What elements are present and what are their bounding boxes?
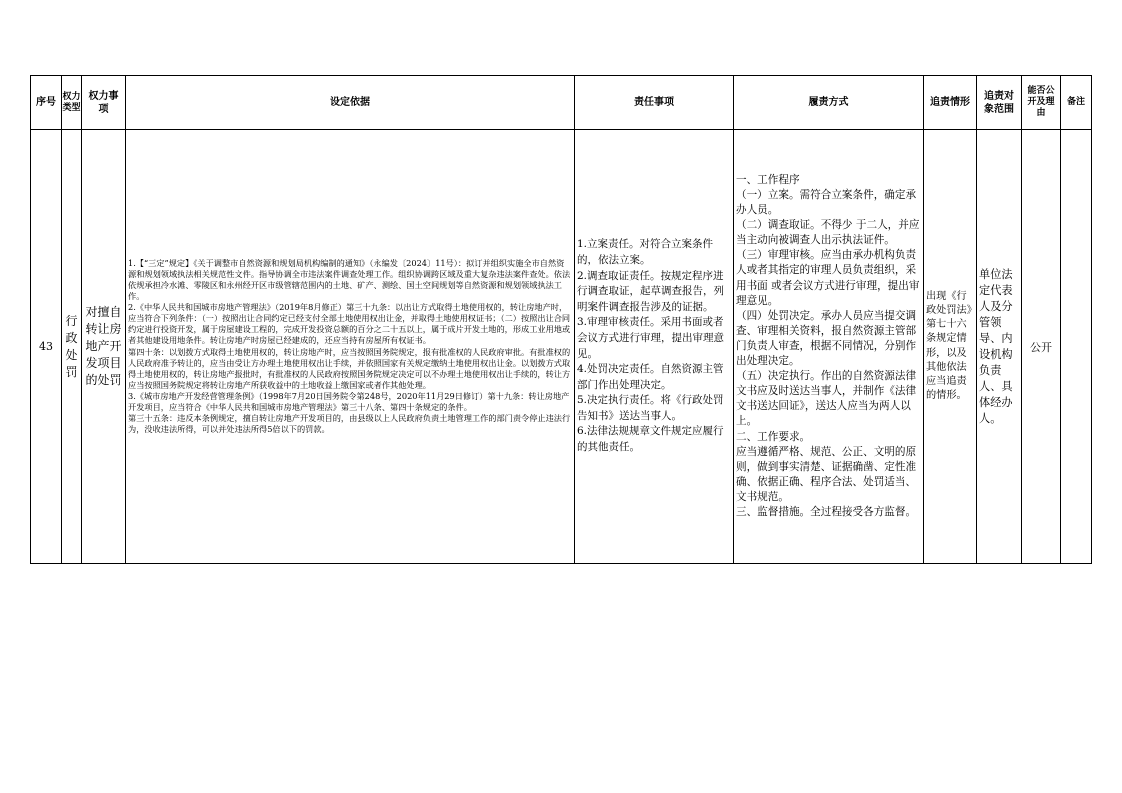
row-note (1061, 130, 1092, 564)
row-way (734, 130, 924, 564)
way-item: 三、监督措施。全过程接受各方监督。 (736, 505, 917, 518)
table-row (31, 130, 1092, 564)
way-item: （二）调查取证。不得少 于二人，并应当主动向被调查人出示执法证件。 (736, 219, 920, 247)
resp-item: 3.审理审核责任。采用书面或者会议方式进行审理，提出审理意见。 (577, 316, 724, 360)
row-type: 行政处罚 (62, 130, 82, 564)
header-public: 能否公开及理由 (1022, 76, 1061, 130)
way-item: （一）立案。需符合立案条件，确定承办人员。 (736, 189, 917, 217)
header-situation: 追责情形 (924, 76, 977, 130)
way-item: （四）处罚决定。承办人员应当提交调查、审理相关资料，报自然资源主管部门负责人审查，根据不同情况，分别作出处理决定。 (736, 309, 917, 368)
resp-item: 6.法律法规规章文件规定应履行的其他责任。 (577, 425, 724, 454)
way-item: （五）决定执行。作出的自然资源法律文书应及时送达当事人，并制作《法律文书送达回证》，送达人应当为两人以上。 (736, 370, 917, 428)
resp-item: 4.处罚决定责任。自然资源主管部门作出处理决定。 (577, 363, 724, 391)
resp-item: 1.立案责任。对符合立案条件的，依法立案。 (577, 238, 714, 266)
header-way: 履责方式 (734, 76, 924, 130)
way-item: （三）审理审核。应当由承办机构负责人或者其指定的审理人员负责组织，采用书面 或者会议方式进行审理，提出审理意见。 (736, 249, 920, 307)
row-num: 43 (31, 130, 62, 564)
responsibility-table (30, 75, 1092, 564)
row-item: 对擅自转让房地产开发项目的处罚 (82, 130, 126, 564)
basis-para: 2.《中华人民共和国城市房地产管理法》（2019年8月修正）第三十九条：以出让方式取得土地使用权的，转让房地产时，应当符合下列条件：（一）按照出让合同约定已经支付全部土地使用权出让金，并取得土地使用权证书；（二）按照出让合同约定进行投资开发，属于房屋建设工程的，完成开发投资总额的百分之二十五以上，属于成片开发土地的，形成工业用地或者其他建设用地条件。转让房地产时房屋已经建成的，还应当持有房屋所有权证书。 (128, 302, 571, 346)
header-row (31, 76, 1092, 130)
header-num: 序号 (31, 76, 62, 130)
way-item: 应当遵循严格、规范、公正、文明的原则，做到事实清楚、证据确凿、定性准确、依据正确、程序合法、处罚适当、文书规范。 (736, 445, 917, 503)
header-type: 权力类型 (62, 76, 82, 130)
row-situation: 出现《行政处罚法》第七十六条规定情形，以及其他依法应当追责的情形。 (924, 130, 977, 564)
header-range: 追责对象范围 (977, 76, 1022, 130)
resp-item: 2.调查取证责任。按规定程序进行调查取证，起草调查报告，列明案件调查报告涉及的证据。 (577, 269, 724, 313)
row-resp (575, 130, 734, 564)
row-basis (126, 130, 575, 564)
basis-para: 3.《城市房地产开发经营管理条例》（1998年7月20日国务院令第248号，2020年11月29日修订）第十九条：转让房地产开发项目，应当符合《中华人民共和国城市房地产管理法》第三十八条、第四十条规定的条件。 (128, 390, 570, 412)
header-note: 备注 (1061, 76, 1092, 130)
basis-para: 1.【“三定”规定】《关于调整市自然资源和规划局机构编制的通知》（永编发〔2024〕11号）：拟订并组织实施全市自然资源和规划领域执法相关规范性文件。指导协调全市违法案件调查处理工作。组织协调跨区域及重大复杂违法案件查处。依法依规承担冷水滩、零陵区和永州经开区市级管辖范围内的土地、矿产、测绘、国土空间规划等自然资源和规划领域执法工作。 (128, 257, 571, 302)
way-item: 一、工作程序 (736, 173, 800, 186)
header-item: 权力事项 (82, 76, 126, 130)
header-resp: 责任事项 (575, 76, 734, 130)
header-basis: 设定依据 (126, 76, 575, 130)
row-range: 单位法定代表人及分管领导、内设机构负责人、具体经办人。 (977, 130, 1022, 564)
row-public: 公开 (1022, 130, 1061, 564)
basis-para: 第三十五条：违反本条例规定，擅自转让房地产开发项目的，由县级以上人民政府负责土地管理工作的部门责令停止违法行为，没收违法所得，可以并处违法所得5倍以下的罚款。 (128, 413, 571, 435)
way-item: 二、工作要求。 (736, 430, 811, 443)
resp-item: 5.决定执行责任。将《行政处罚告知书》送达当事人。 (577, 394, 724, 422)
basis-para: 第四十条：以划拨方式取得土地使用权的，转让房地产时，应当按照国务院规定，报有批准权的人民政府审批。有批准权的人民政府准予转让的，应当由受让方办理土地使用权出让手续，并依照国家有关规定缴纳土地使用权出让金。以划拨方式取得土地使用权的，转让房地产报批时，有批准权的人民政府按照国务院规定决定可以不办理土地使用权出让手续的，转让方应当按照国务院规定将转让房地产所获收益中的土地收益上缴国家或者作其他处理。 (128, 346, 571, 390)
